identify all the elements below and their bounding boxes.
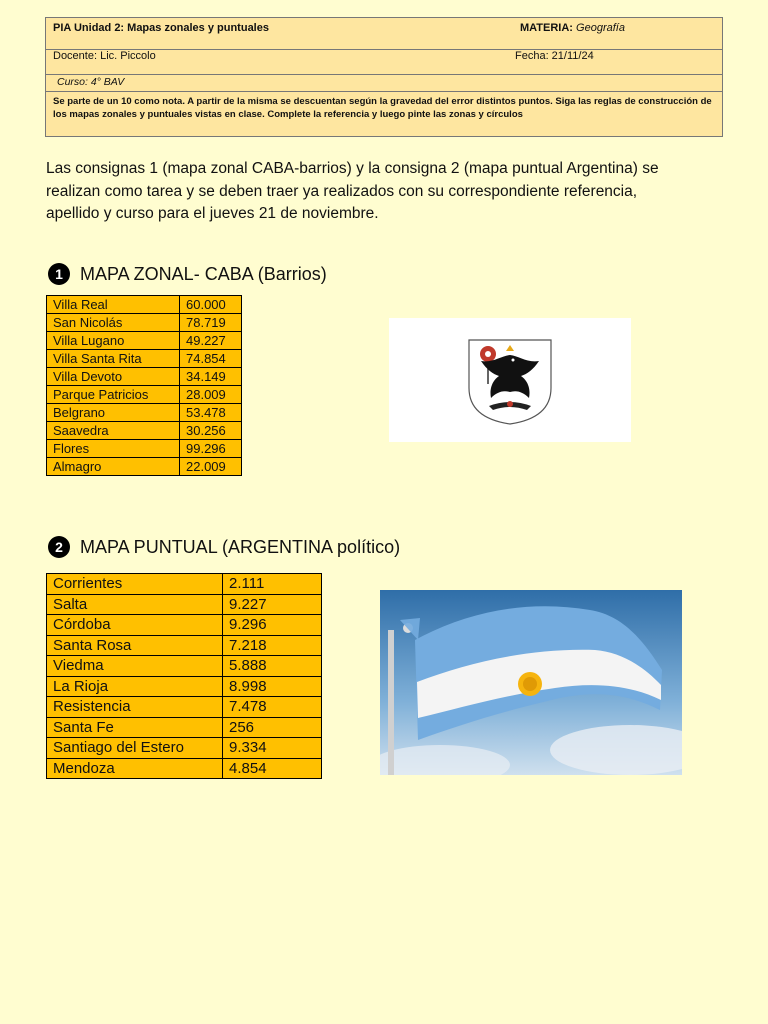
place-name: Santa Rosa — [47, 635, 223, 656]
section2-title: MAPA PUNTUAL (ARGENTINA político) — [80, 536, 401, 557]
population-value: 30.256 — [180, 422, 242, 440]
population-value: 256 — [223, 717, 322, 738]
table-row — [47, 314, 242, 332]
table-row — [47, 656, 322, 677]
table-row — [47, 332, 242, 350]
date: Fecha: 21/11/24 — [515, 50, 594, 62]
population-value: 8.998 — [223, 676, 322, 697]
header-title-row — [46, 18, 722, 50]
section2-heading — [48, 536, 400, 558]
place-name: Santa Fe — [47, 717, 223, 738]
place-name: Villa Real — [47, 296, 180, 314]
table-row — [47, 594, 322, 615]
table-row — [47, 422, 242, 440]
table-row — [47, 368, 242, 386]
table-row — [47, 635, 322, 656]
population-value: 74.854 — [180, 350, 242, 368]
header-box — [45, 17, 723, 137]
population-value: 53.478 — [180, 404, 242, 422]
place-name: Resistencia — [47, 697, 223, 718]
section1-number: 1 — [48, 263, 70, 285]
assignment-title: PIA Unidad 2: Mapas zonales y puntuales — [53, 22, 269, 34]
table-row — [47, 386, 242, 404]
table-row — [47, 615, 322, 636]
table-row — [47, 458, 242, 476]
population-value: 78.719 — [180, 314, 242, 332]
section2-number: 2 — [48, 536, 70, 558]
argentina-flag-photo — [380, 590, 682, 775]
course: Curso: 4° BAV — [57, 76, 125, 88]
population-value: 4.854 — [223, 758, 322, 779]
place-name: Salta — [47, 594, 223, 615]
grading-notes: Se parte de un 10 como nota. A partir de la misma se descuentan según la gravedad del error distintos puntos. Siga las reglas de construcción de los mapas zonales y puntuales vistas en clase. Complete la referencia y luego pinte las zonas y círculos — [53, 96, 712, 120]
population-value: 60.000 — [180, 296, 242, 314]
teacher: Docente: Lic. Piccolo — [53, 50, 156, 62]
barrios-table — [46, 295, 242, 476]
place-name: La Rioja — [47, 676, 223, 697]
table-row — [47, 296, 242, 314]
population-value: 99.296 — [180, 440, 242, 458]
provincias-table — [46, 573, 322, 779]
place-name: San Nicolás — [47, 314, 180, 332]
place-name: Flores — [47, 440, 180, 458]
place-name: Belgrano — [47, 404, 180, 422]
population-value: 2.111 — [223, 574, 322, 595]
header-course-row — [46, 75, 722, 92]
place-name: Viedma — [47, 656, 223, 677]
population-value: 5.888 — [223, 656, 322, 677]
caba-emblem — [389, 318, 631, 442]
table-row — [47, 717, 322, 738]
population-value: 34.149 — [180, 368, 242, 386]
subject-label: MATERIA: — [520, 22, 573, 34]
table-row — [47, 738, 322, 759]
population-value: 28.009 — [180, 386, 242, 404]
subject-value: Geografía — [576, 22, 625, 34]
population-value: 49.227 — [180, 332, 242, 350]
table-row — [47, 697, 322, 718]
table-row — [47, 350, 242, 368]
section1-title: MAPA ZONAL- CABA (Barrios) — [80, 263, 327, 284]
population-value: 7.218 — [223, 635, 322, 656]
section1-heading — [48, 263, 327, 285]
population-value: 7.478 — [223, 697, 322, 718]
population-value: 9.334 — [223, 738, 322, 759]
place-name: Villa Devoto — [47, 368, 180, 386]
table-row — [47, 404, 242, 422]
place-name: Almagro — [47, 458, 180, 476]
population-value: 9.227 — [223, 594, 322, 615]
place-name: Parque Patricios — [47, 386, 180, 404]
place-name: Santiago del Estero — [47, 738, 223, 759]
table-row — [47, 440, 242, 458]
caba-coat-of-arms-icon — [389, 318, 631, 442]
place-name: Villa Santa Rita — [47, 350, 180, 368]
table-row — [47, 676, 322, 697]
place-name: Corrientes — [47, 574, 223, 595]
intro-paragraph: Las consignas 1 (mapa zonal CABA-barrios) y la consigna 2 (mapa puntual Argentina) se realizan como tarea y se deben traer ya realizados con su correspondiente referencia, apellido y curso para el jueves 21 de noviembre. — [46, 160, 659, 222]
place-name: Villa Lugano — [47, 332, 180, 350]
table-row — [47, 574, 322, 595]
argentina-flag-icon — [380, 590, 682, 775]
place-name: Córdoba — [47, 615, 223, 636]
population-value: 9.296 — [223, 615, 322, 636]
place-name: Mendoza — [47, 758, 223, 779]
table-row — [47, 758, 322, 779]
header-teacher-row — [46, 50, 722, 75]
subject — [520, 22, 625, 34]
place-name: Saavedra — [47, 422, 180, 440]
population-value: 22.009 — [180, 458, 242, 476]
